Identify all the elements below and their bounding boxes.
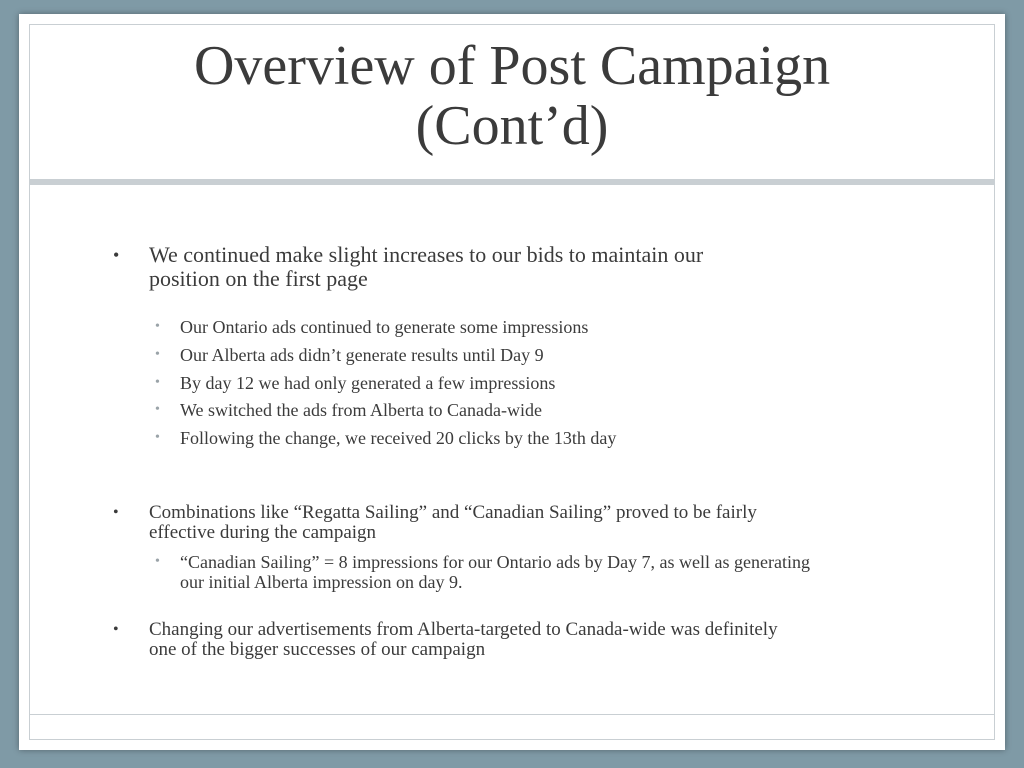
- bullet-2: [113, 503, 933, 543]
- sub-bullet-4: [155, 400, 915, 420]
- bullet-line: We continued make slight increases to our bids to maintain our: [149, 242, 704, 267]
- bullet-line: one of the bigger successes of our campaign: [149, 639, 486, 660]
- sub-bullet-text: Our Ontario ads continued to generate some impressions: [180, 317, 589, 337]
- bullet-text: [149, 503, 757, 543]
- title-line-2: (Cont’d): [415, 95, 609, 157]
- sub-bullet-marker: •: [155, 319, 160, 334]
- sub-bullet-text: By day 12 we had only generated a few impressions: [180, 373, 556, 393]
- sub-bullet-marker: •: [155, 402, 160, 417]
- sub-bullet-1: [155, 317, 915, 337]
- sub-bullet-text: Our Alberta ads didn’t generate results until Day 9: [180, 345, 544, 365]
- bullet-marker: •: [113, 621, 119, 638]
- sub-bullet-marker: •: [155, 430, 160, 445]
- sub-bullet-marker: •: [155, 375, 160, 390]
- bullet-3: [113, 620, 933, 660]
- title-line-1: Overview of Post Campaign: [193, 35, 831, 97]
- sub-bullet-marker: •: [155, 554, 160, 569]
- sub-bullet-text: Following the change, we received 20 clicks by the 13th day: [180, 428, 617, 448]
- bullet-text: [149, 243, 703, 291]
- slide-body: [19, 14, 1005, 750]
- sub-bullet-2: [155, 345, 915, 365]
- bullet-line: position on the first page: [149, 266, 368, 291]
- sub-bullet-marker: •: [155, 347, 160, 362]
- bullet-marker: •: [113, 245, 120, 265]
- sub-bullet-line: “Canadian Sailing” = 8 impressions for our Ontario ads by Day 7, as well as generating: [180, 552, 810, 572]
- sub-bullet-text: We switched the ads from Alberta to Canada-wide: [180, 400, 542, 420]
- bullet-line: Changing our advertisements from Alberta-targeted to Canada-wide was definitely: [149, 619, 778, 640]
- bullet-line: effective during the campaign: [149, 522, 377, 543]
- sub-bullet-3: [155, 373, 915, 393]
- sub-bullet-line: our initial Alberta impression on day 9.: [180, 572, 463, 592]
- bullet-text: [149, 620, 778, 660]
- sub-bullet-text: [180, 552, 810, 592]
- bullet-1: [113, 243, 913, 293]
- bullet-marker: •: [113, 504, 119, 521]
- slide: [19, 14, 1005, 750]
- bullet-line: Combinations like “Regatta Sailing” and “Canadian Sailing” proved to be fairly: [149, 502, 757, 523]
- sub-bullet-6: [155, 552, 945, 592]
- footer-divider: [29, 714, 995, 715]
- sub-bullet-5: [155, 428, 915, 448]
